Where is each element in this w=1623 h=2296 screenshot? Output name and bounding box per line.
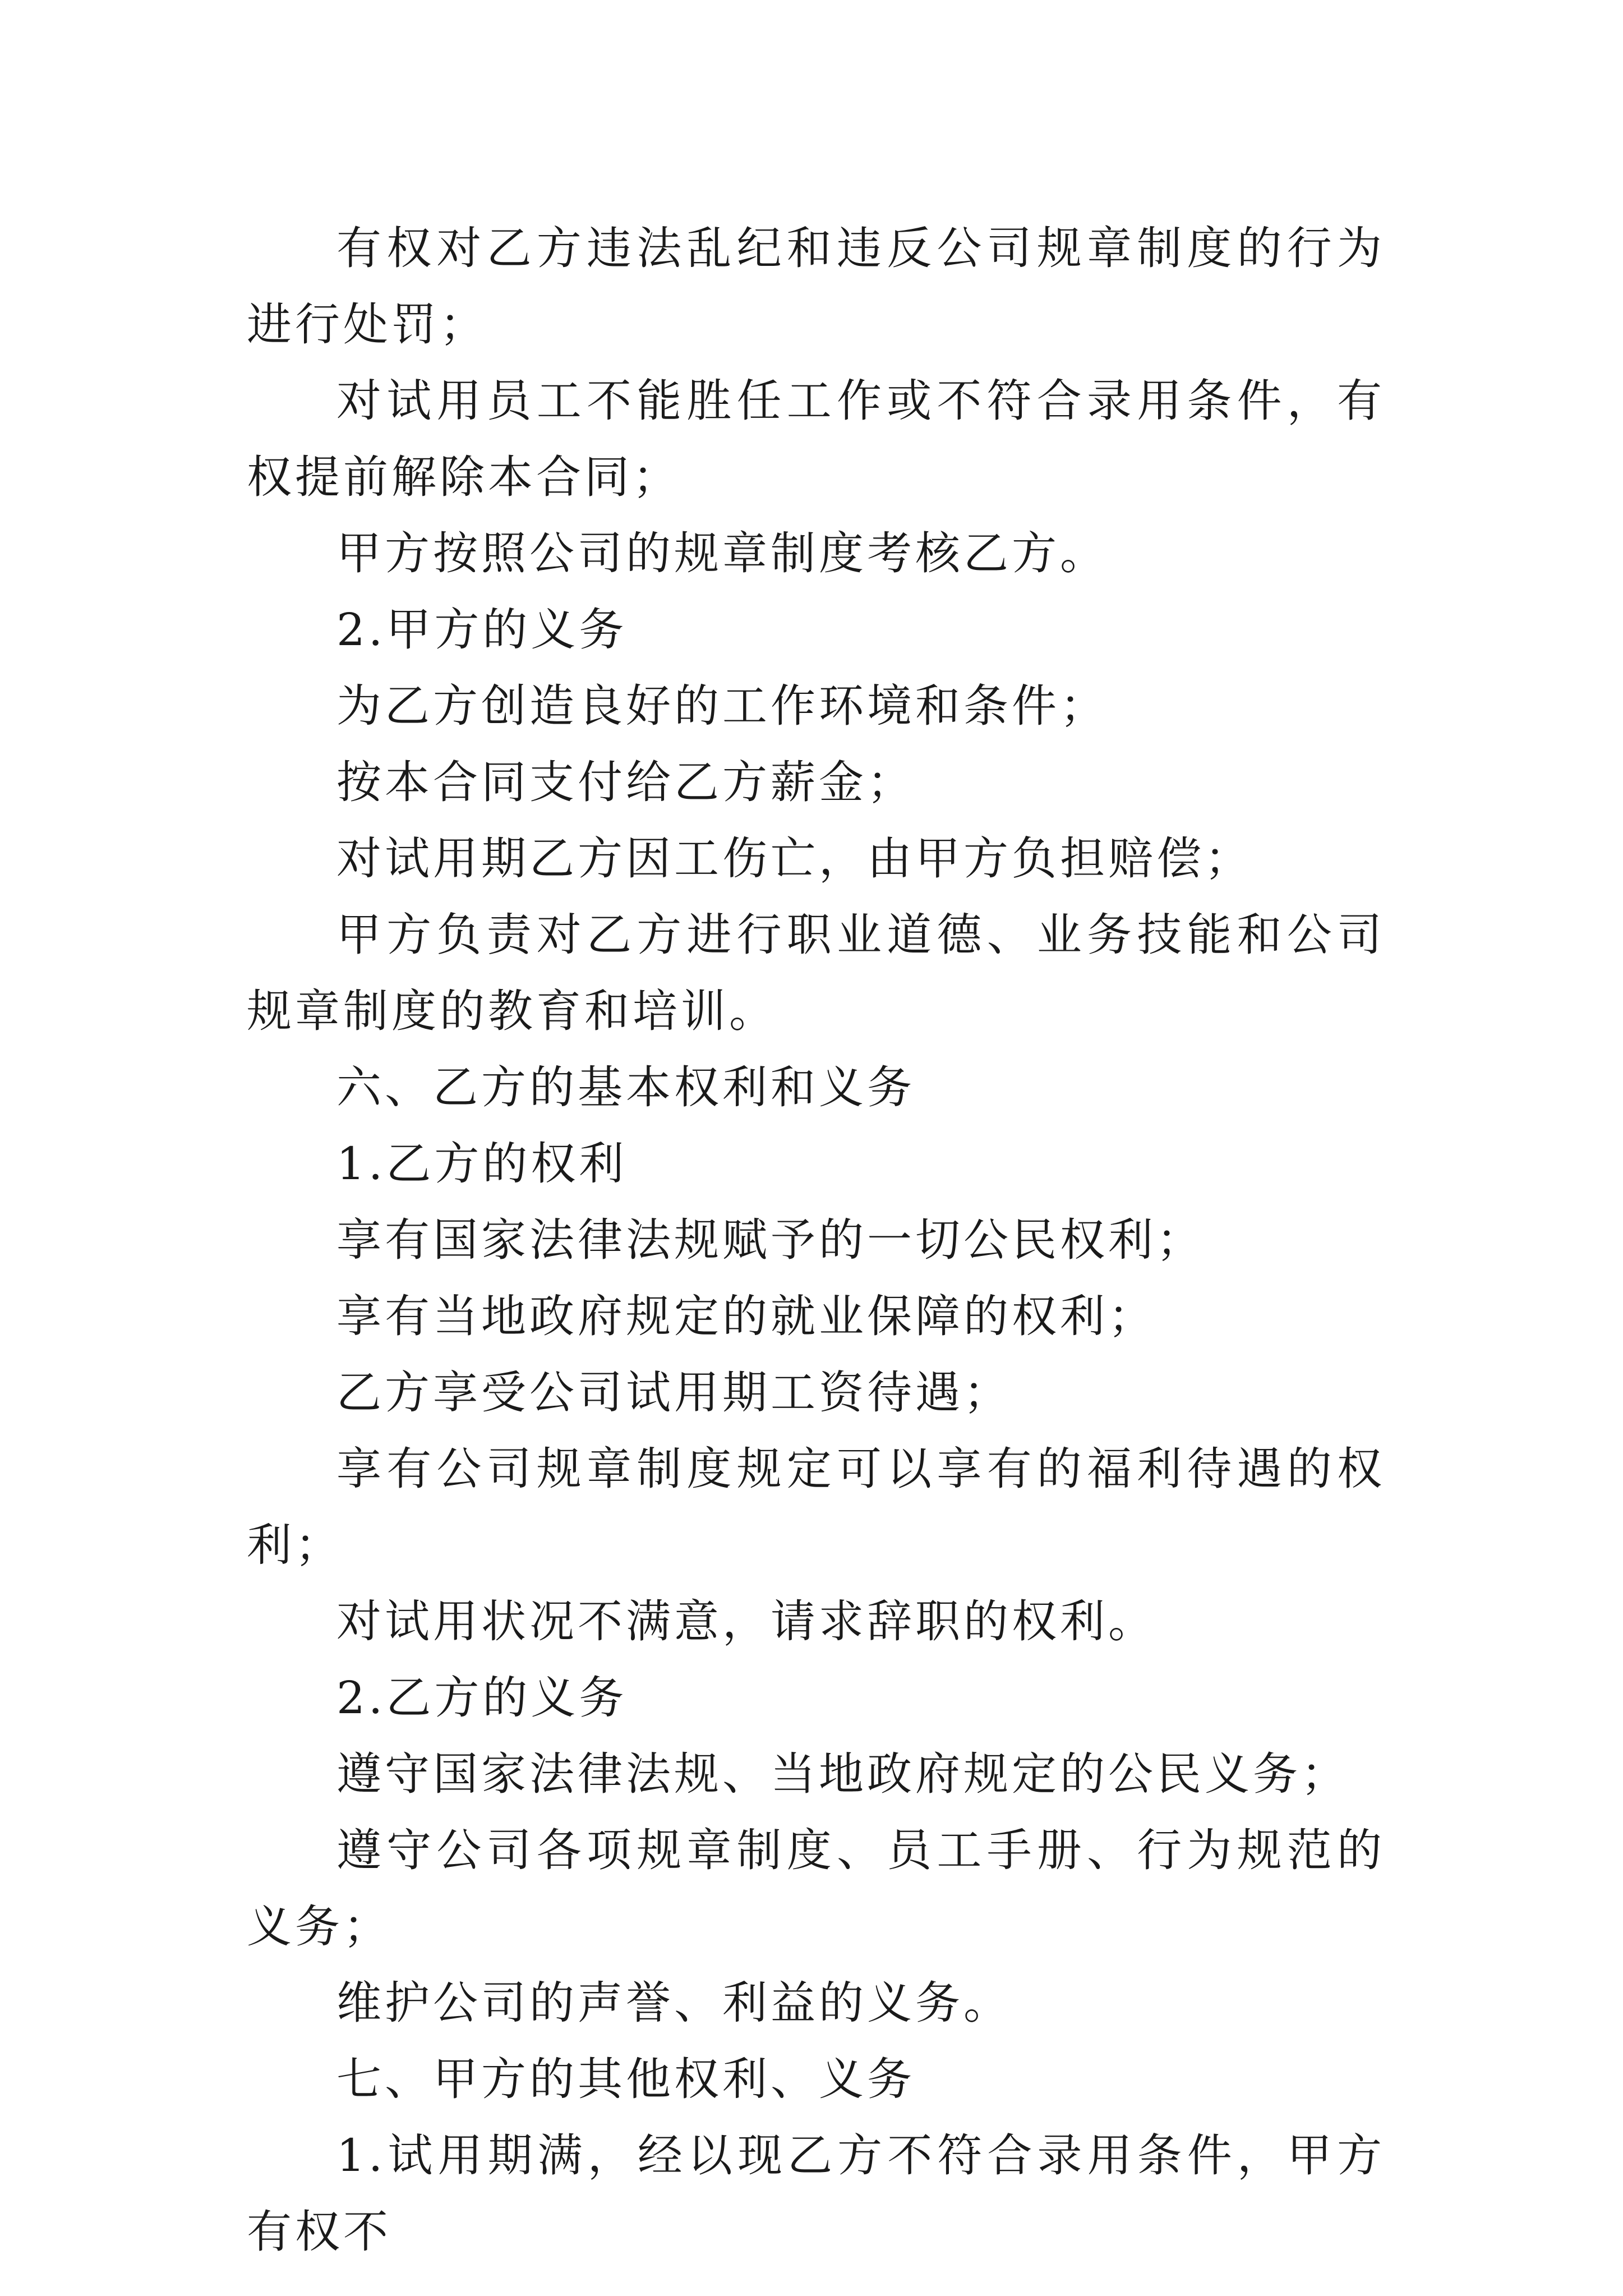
heading-party-b-rights: 1.乙方的权利 bbox=[336, 1138, 628, 1190]
paragraph-civil-rights: 享有国家法律法规赋予的一切公民权利； bbox=[336, 1214, 1205, 1266]
paragraph-assessment: 甲方按照公司的规章制度考核乙方。 bbox=[336, 527, 1108, 579]
paragraph-probation-pay: 乙方享受公司试用期工资待遇； bbox=[336, 1366, 1012, 1419]
heading-party-b-obligations: 2.乙方的义务 bbox=[336, 1672, 628, 1724]
paragraph-punishment-right: 有权对乙方违法乱纪和违反公司规章制度的行为进行处罚； bbox=[247, 222, 1385, 351]
paragraph-resignation-right: 对试用状况不满意，请求辞职的权利。 bbox=[336, 1595, 1156, 1648]
paragraph-salary: 按本合同支付给乙方薪金； bbox=[336, 756, 915, 808]
paragraph-probation-end: 1.试用期满，经以现乙方不符合录用条件，甲方有权不 bbox=[247, 2129, 1385, 2258]
heading-party-a-obligations: 2.甲方的义务 bbox=[336, 604, 628, 656]
paragraph-welfare: 享有公司规章制度规定可以享有的福利待遇的权利； bbox=[247, 1443, 1385, 1571]
paragraph-injury-compensation: 对试用期乙方因工伤亡，由甲方负担赔偿； bbox=[336, 832, 1253, 885]
document-body bbox=[247, 210, 1385, 2270]
paragraph-obey-law: 遵守国家法律法规、当地政府规定的公民义务； bbox=[336, 1748, 1349, 1800]
paragraph-training: 甲方负责对乙方进行职业道德、业务技能和公司规章制度的教育和培训。 bbox=[247, 909, 1385, 1037]
paragraph-reputation: 维护公司的声誉、利益的义务。 bbox=[336, 1977, 1012, 2029]
paragraph-probation-termination: 对试用员工不能胜任工作或不符合录用条件，有权提前解除本合同； bbox=[247, 375, 1385, 503]
paragraph-work-environment: 为乙方创造良好的工作环境和条件； bbox=[336, 680, 1108, 732]
heading-section-seven: 七、甲方的其他权利、义务 bbox=[336, 2053, 915, 2105]
paragraph-obey-rules: 遵守公司各项规章制度、员工手册、行为规范的义务； bbox=[247, 1824, 1385, 1953]
paragraph-employment-security: 享有当地政府规定的就业保障的权利； bbox=[336, 1290, 1156, 1342]
heading-section-six: 六、乙方的基本权利和义务 bbox=[336, 1061, 915, 1114]
